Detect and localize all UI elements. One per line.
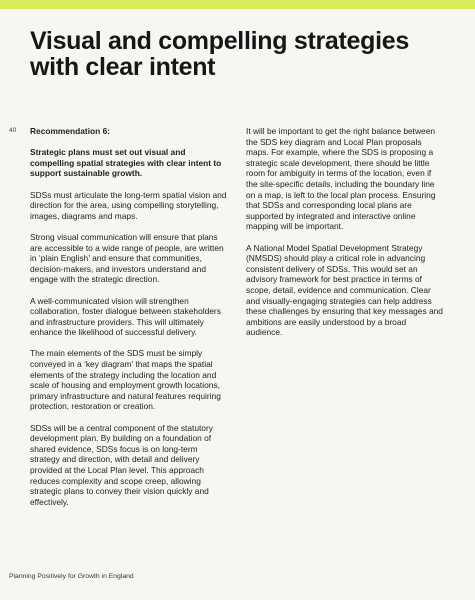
footer-text: Planning Positively for Growth in England [9,573,134,580]
body-paragraph: Strong visual communication will ensure that plans are accessible to a wide range of people, are written in ‘plain English’ and ensure that communities, decision-makers, and investors understand and engage with the strategic direction. [30,231,224,285]
page-number: 40 [9,127,17,134]
right-column [246,126,444,348]
body-paragraph: SDSs must articulate the long-term spatial vision and direction for the area, using compelling storytelling, images, diagrams and maps. [30,189,227,221]
body-paragraph: It will be important to get the right balance between the SDS key diagram and Local Plan proposals maps. For example, where the SDS is proposing a strategic scale development, there should be little room for ambiguity in terms of the location, even if the site-specific details, including the boundary line on a map, is left to the local plan process. Ensuring that SDSs and corresponding local plans are supported by integrated and interactive online mapping will be important. [246,126,436,232]
recommendation-heading: Recommendation 6: [30,126,111,136]
recommendation-lead: Strategic plans must set out visual and compelling spatial strategies with clear intent to support sustainable growth. [30,147,222,179]
accent-bar [0,0,475,9]
body-paragraph: SDSs will be a central component of the statutory development plan. By building on a foundation of shared evidence, SDSs focus is on long-term strategy and direction, with detail and delivery provided at the Local Plan level. This approach reduces complexity and scope creep, allowing strategic plans to convey their vision quickly and effectively. [30,422,213,507]
left-column [30,126,228,518]
body-paragraph: A well-communicated vision will strengthen collaboration, foster dialogue between stakeholders and infrastructure providers. This will ultimately enhance the likelihood of successful delivery. [30,295,221,338]
body-paragraph: The main elements of the SDS must be simply conveyed in a ‘key diagram’ that maps the spatial elements of the strategy including the location and scale of housing and employment growth locations, primary infrastructure and natural features requiring protection, restoration or creation. [30,348,221,412]
page-title: Visual and compelling strategies with clear intent [30,27,409,81]
body-paragraph: A National Model Spatial Development Strategy (NMSDS) should play a critical role in advancing consistent delivery of SDSs. This would set an advisory framework for best practice in terms of scope, detail, evidence and communication. Clear and visually-engaging strategies can help address these challenges by ensuring that key messages and ambitions are easily understood by a broad audience. [246,242,443,338]
